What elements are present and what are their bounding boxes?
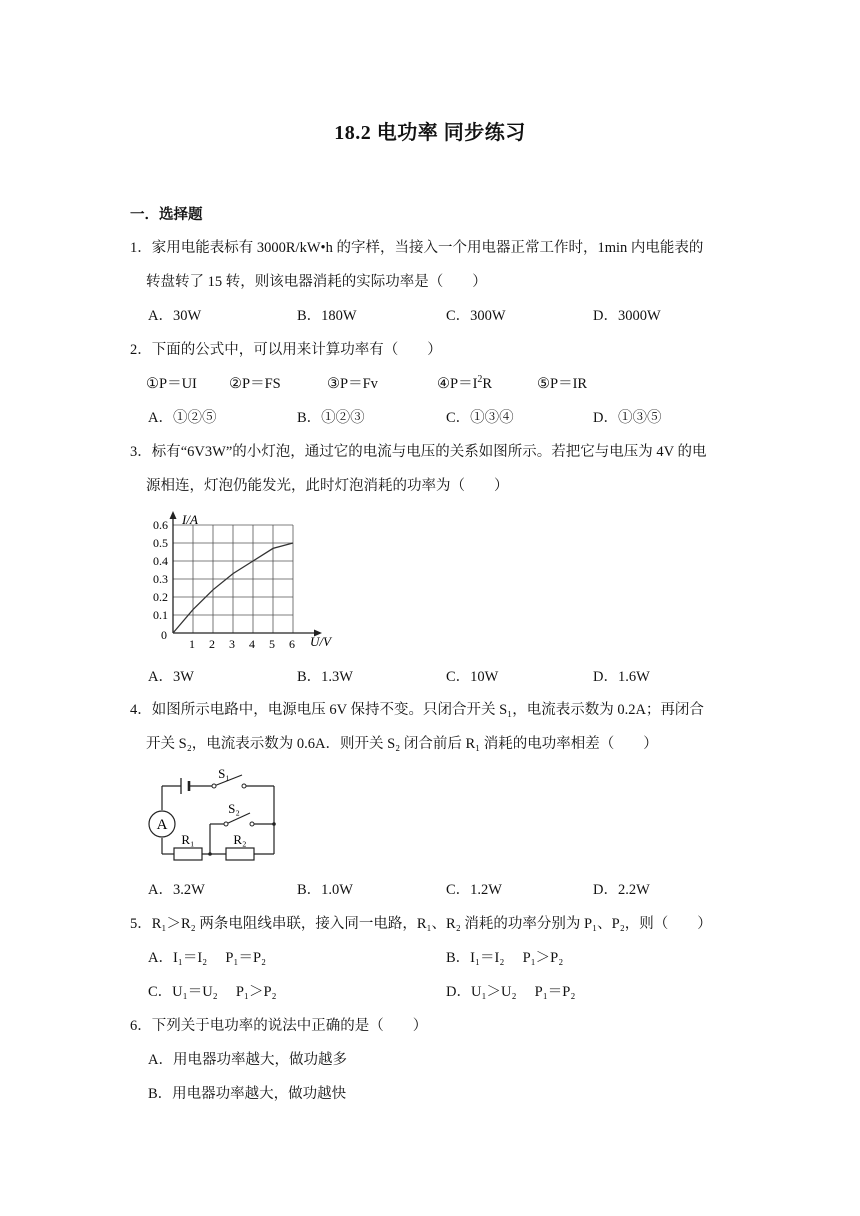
s1-label: S₁ xyxy=(218,766,230,781)
page-title: 18.2 电功率 同步练习 xyxy=(334,122,526,144)
y-tick-labels xyxy=(153,518,168,622)
q5-stem-text: R₁＞R₂ 两条电阻线串联，接入同一电路，R₁、R₂ 消耗的功率分别为 P₁、P₂，则（ ） xyxy=(151,916,712,932)
y-tick-label: 0.3 xyxy=(153,572,168,586)
graph-grid xyxy=(173,525,293,633)
x-tick-label: 1 xyxy=(189,637,195,651)
y-tick-label: 0.5 xyxy=(153,536,168,550)
q5-options-row1 xyxy=(0,946,860,966)
x-axis-label: U/V xyxy=(310,634,331,649)
q4-stem-line2: 开关 S₂，电流表示数为 0.6A．则开关 S₂ 闭合前后 R₁ 消耗的电功率相差（ ） xyxy=(146,736,658,752)
circuit-diagram xyxy=(140,762,290,867)
q1-stem-line1: 1．家用电能表标有 3000R/kW•h 的字样，当接入一个用电器正常工作时，1min 内电能表的 xyxy=(130,240,704,256)
q5-option-d[interactable]: D．U₁＞U₂ P₁＝P₂ xyxy=(446,984,576,1000)
q5-option-c[interactable]: C．U₁＝U₂ P₁＞P₂ xyxy=(148,984,277,1000)
x-tick-label: 5 xyxy=(269,637,275,651)
x-tick-label: 4 xyxy=(249,637,255,651)
q3-option-a[interactable]: A．3W xyxy=(148,669,194,685)
q5-stem xyxy=(130,912,712,933)
q2-formula-5: ⑤P＝IR xyxy=(537,376,588,392)
s2-label: S₂ xyxy=(228,801,240,816)
x-tick-label: 2 xyxy=(209,637,215,651)
q2-formula-1: ①P＝UI xyxy=(146,376,197,392)
iu-graph xyxy=(140,505,340,655)
x-tick-label: 3 xyxy=(229,637,235,651)
q2-formulas xyxy=(0,372,860,392)
q6-stem: 6．下列关于电功率的说法中正确的是（ ） xyxy=(130,1018,428,1034)
q4-option-a[interactable]: A．3.2W xyxy=(148,882,205,898)
y-tick-label: 0.4 xyxy=(153,554,168,568)
q2-option-a[interactable]: A．①②⑤ xyxy=(148,410,217,426)
q1-option-c[interactable]: C．300W xyxy=(446,308,506,324)
q2-formula-3: ③P＝Fv xyxy=(327,376,378,392)
q2-option-d[interactable]: D．①③⑤ xyxy=(593,410,662,426)
q3-stem-line2: 源相连，灯泡仍能发光，此时灯泡消耗的功率为（ ） xyxy=(146,478,509,494)
q1-options xyxy=(0,304,860,324)
q2-option-c[interactable]: C．①③④ xyxy=(446,410,514,426)
q4-stem-line1: 4．如图所示电路中，电源电压 6V 保持不变。只闭合开关 S₁，电流表示数为 0.2A；再闭合 xyxy=(130,702,704,718)
q4-option-b[interactable]: B．1.0W xyxy=(297,882,353,898)
q2-stem: 2．下面的公式中，可以用来计算功率有（ ） xyxy=(130,342,442,358)
q3-option-d[interactable]: D．1.6W xyxy=(593,669,650,685)
y-axis-label: I/A xyxy=(182,512,198,527)
q3-option-b[interactable]: B．1.3W xyxy=(297,669,353,685)
origin-label: 0 xyxy=(161,628,167,642)
q3-stem-line1: 3．标有“6V3W”的小灯泡，通过它的电流与电压的关系如图所示。若把它与电压为 4V 的电 xyxy=(130,444,707,460)
r2-label: R₂ xyxy=(233,832,247,847)
section-heading: 一．选择题 xyxy=(130,207,203,223)
q2-options xyxy=(0,406,860,426)
x-tick-label: 6 xyxy=(289,637,295,651)
q2-formula-4-base: ④P＝I xyxy=(437,376,478,392)
q3-options xyxy=(0,665,860,685)
q4-options xyxy=(0,878,860,898)
q1-stem-line2: 转盘转了 15 转，则该电器消耗的实际功率是（ ） xyxy=(146,274,487,290)
q3-option-c[interactable]: C．10W xyxy=(446,669,499,685)
q5-number: 5． xyxy=(130,916,152,932)
y-tick-label: 0.6 xyxy=(153,518,168,532)
q5-option-b[interactable]: B．I₁＝I₂ P₁＞P₂ xyxy=(446,950,564,966)
y-axis-arrow xyxy=(170,511,177,519)
q2-option-b[interactable]: B．①②③ xyxy=(297,410,365,426)
r1-label: R₁ xyxy=(181,832,195,847)
q6-option-a[interactable]: A．用电器功率越大，做功越多 xyxy=(148,1052,347,1068)
x-tick-labels xyxy=(189,637,295,651)
q1-option-d[interactable]: D．3000W xyxy=(593,308,661,324)
y-tick-label: 0.1 xyxy=(153,608,168,622)
q1-option-a[interactable]: A．30W xyxy=(148,308,202,324)
y-tick-label: 0.2 xyxy=(153,590,168,604)
q2-formula-4-tail: R xyxy=(482,376,493,392)
q1-option-b[interactable]: B．180W xyxy=(297,308,357,324)
q4-option-c[interactable]: C．1.2W xyxy=(446,882,502,898)
q2-formula-4 xyxy=(437,372,492,393)
ammeter-label: A xyxy=(156,817,168,833)
q4-option-d[interactable]: D．2.2W xyxy=(593,882,650,898)
q6-option-b[interactable]: B．用电器功率越大，做功越快 xyxy=(148,1086,347,1102)
q5-option-a[interactable]: A．I₁＝I₂ P₁＝P₂ xyxy=(148,950,267,966)
q2-formula-2: ②P＝FS xyxy=(229,376,281,392)
q2-formula-4-exp: 2 xyxy=(477,374,483,385)
q5-options-row2 xyxy=(0,980,860,1000)
